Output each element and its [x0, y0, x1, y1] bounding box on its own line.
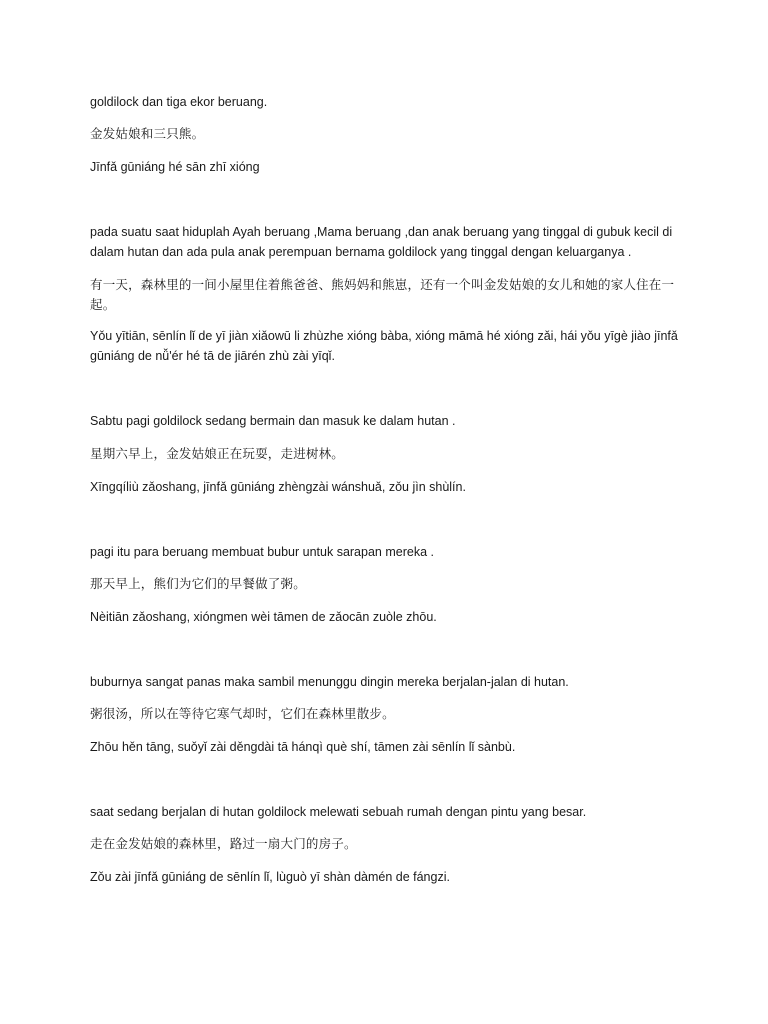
title-chinese: 金发姑娘和三只熊。 — [90, 126, 205, 141]
title-indonesian: goldilock dan tiga ekor beruang. — [90, 95, 268, 109]
paragraph-1-pinyin: Yǒu yītiān, sēnlín lǐ de yī jiàn xiǎowū li zhùzhe xióng bàba, xióng māmā hé xióng zǎi, hái yǒu yīgè jiào jīnfǎ gūniáng de nǚ'ér hé tā de jiārén zhù zài yīqǐ. — [90, 329, 678, 363]
paragraph-4-chinese: 粥很汤，所以在等待它寒气却时，它们在森林里散步。 — [90, 706, 395, 721]
paragraph-5-pinyin: Zǒu zài jīnfǎ gūniáng de sēnlín lǐ, lùguò yī shàn dàmén de fángzi. — [90, 870, 450, 884]
paragraph-4-pinyin: Zhōu hěn tāng, suǒyǐ zài děngdài tā hánqì què shí, tāmen zài sēnlín lǐ sànbù. — [90, 740, 516, 754]
paragraph-2-indonesian: Sabtu pagi goldilock sedang bermain dan masuk ke dalam hutan . — [90, 414, 456, 428]
paragraph-1-indonesian: pada suatu saat hiduplah Ayah beruang ,Mama beruang ,dan anak beruang yang tinggal di gubuk kecil di dalam hutan dan ada pula anak perempuan bernama goldilock yang tinggal dengan keluarganya . — [90, 225, 673, 259]
paragraph-1-chinese: 有一天，森林里的一间小屋里住着熊爸爸、熊妈妈和熊崽，还有一个叫金发姑娘的女儿和她的家人住在一起。 — [90, 277, 675, 312]
paragraph-5-indonesian: saat sedang berjalan di hutan goldilock melewati sebuah rumah dengan pintu yang besar. — [90, 805, 587, 819]
paragraph-3-pinyin: Nèitiān zǎoshang, xióngmen wèi tāmen de zǎocān zuòle zhōu. — [90, 610, 437, 624]
paragraph-5-chinese: 走在金发姑娘的森林里，路过一扇大门的房子。 — [90, 836, 357, 851]
paragraph-2-pinyin: Xīngqíliù zǎoshang, jīnfǎ gūniáng zhèngzài wánshuǎ, zǒu jìn shùlín. — [90, 480, 466, 494]
paragraph-3-indonesian: pagi itu para beruang membuat bubur untuk sarapan mereka . — [90, 545, 434, 559]
paragraph-4-indonesian: buburnya sangat panas maka sambil menunggu dingin mereka berjalan-jalan di hutan. — [90, 675, 569, 689]
paragraph-2-chinese: 星期六早上，金发姑娘正在玩耍，走进树林。 — [90, 446, 345, 461]
paragraph-3-chinese: 那天早上，熊们为它们的早餐做了粥。 — [90, 576, 306, 591]
title-pinyin: Jīnfǎ gūniáng hé sān zhī xióng — [90, 160, 260, 174]
